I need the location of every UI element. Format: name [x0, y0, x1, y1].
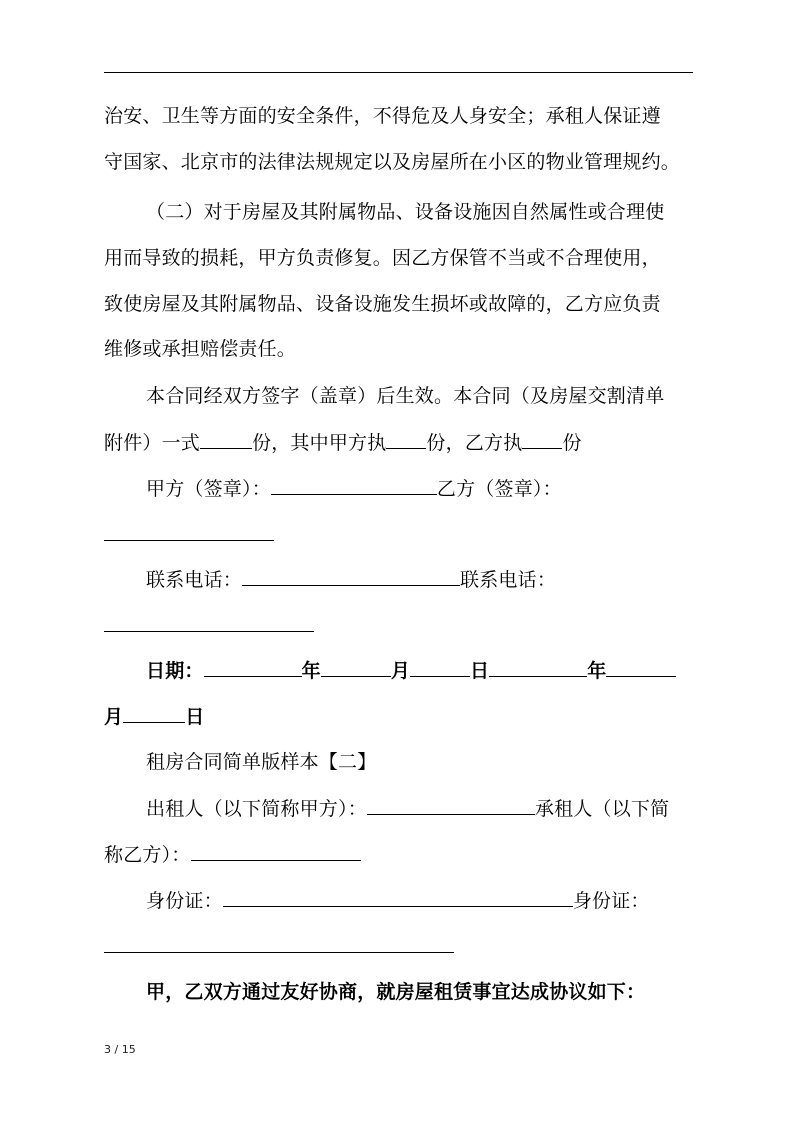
date-month-blank-a [321, 658, 391, 677]
date-year-b: 年 [587, 660, 607, 682]
party-b-sign-label: 乙方（签章）： [436, 478, 562, 500]
date-line-cont [104, 704, 204, 729]
signature-line [146, 476, 562, 501]
party-a-phone-blank [242, 567, 460, 586]
date-day-b: 日 [185, 706, 205, 728]
copies-blank-3 [522, 430, 562, 449]
date-year-a: 年 [301, 660, 321, 682]
lessee-id-label: 身份证： [572, 890, 650, 912]
phone-line [146, 567, 556, 592]
id-line [146, 888, 650, 913]
lessor-id-label: 身份证： [146, 890, 223, 912]
copies-line [104, 430, 582, 455]
copies-blank-2 [386, 430, 426, 449]
lessee-id-blank [104, 952, 454, 953]
lessee-blank [191, 842, 361, 861]
body-line-3: （二）对于房屋及其附属物品、设备设施因自然属性或合理使 [146, 201, 665, 223]
body-line-7: 本合同经双方签字（盖章）后生效。本合同（及房屋交割清单 [146, 385, 665, 407]
lessor-id-blank [223, 888, 573, 907]
section-title: 租房合同简单版样本【二】 [146, 751, 377, 773]
date-day-a: 日 [470, 660, 490, 682]
lessee-label-cont: 称乙方）： [104, 844, 191, 866]
lessor-blank [367, 796, 535, 815]
party-b-sign-blank [104, 540, 274, 541]
party-b-phone-label: 联系电话： [460, 569, 557, 591]
date-year-blank-a [204, 658, 302, 677]
copies-text-2: 份，其中甲方执 [252, 432, 387, 454]
agreement-intro: 甲，乙双方通过友好协商，就房屋租赁事宜达成协议如下： [146, 981, 646, 1003]
copies-text-4: 份 [562, 432, 582, 454]
date-day-blank-b [123, 704, 185, 723]
body-line-2: 守国家、北京市的法律法规规定以及房屋所在小区的物业管理规约。 [104, 151, 681, 173]
body-line-1: 治安、卫生等方面的安全条件，不得危及人身安全；承租人保证遵 [104, 105, 661, 127]
party-a-sign-blank [271, 476, 437, 495]
date-month-blank-b-start [606, 658, 676, 677]
party-a-sign-label: 甲方（签章）： [146, 478, 271, 500]
copies-text-1: 附件）一式 [104, 432, 201, 454]
lessee-label: 承租人（以下简 [534, 798, 670, 820]
date-label: 日期： [146, 660, 204, 682]
header-rule [104, 72, 693, 73]
body-line-4: 用而导致的损耗，甲方负责修复。因乙方保管不当或不合理使用， [104, 247, 661, 269]
body-line-5: 致使房屋及其附属物品、设备设施发生损坏或故障的，乙方应负责 [104, 293, 661, 315]
lessor-line [146, 796, 669, 821]
date-day-blank-a [410, 658, 470, 677]
copies-blank-1 [200, 430, 252, 449]
lessee-line-cont [104, 842, 361, 867]
copies-text-3: 份，乙方执 [426, 432, 523, 454]
body-line-6: 维修或承担赔偿责任。 [104, 338, 297, 360]
party-b-phone-blank [104, 631, 314, 632]
date-line [146, 658, 676, 683]
date-month-b: 月 [104, 706, 124, 728]
party-a-phone-label: 联系电话： [146, 569, 243, 591]
lessor-label: 出租人（以下简称甲方）： [146, 798, 367, 820]
date-month-a: 月 [390, 660, 411, 682]
page-number: 3 / 15 [104, 1043, 136, 1056]
date-year-blank-b [489, 658, 587, 677]
